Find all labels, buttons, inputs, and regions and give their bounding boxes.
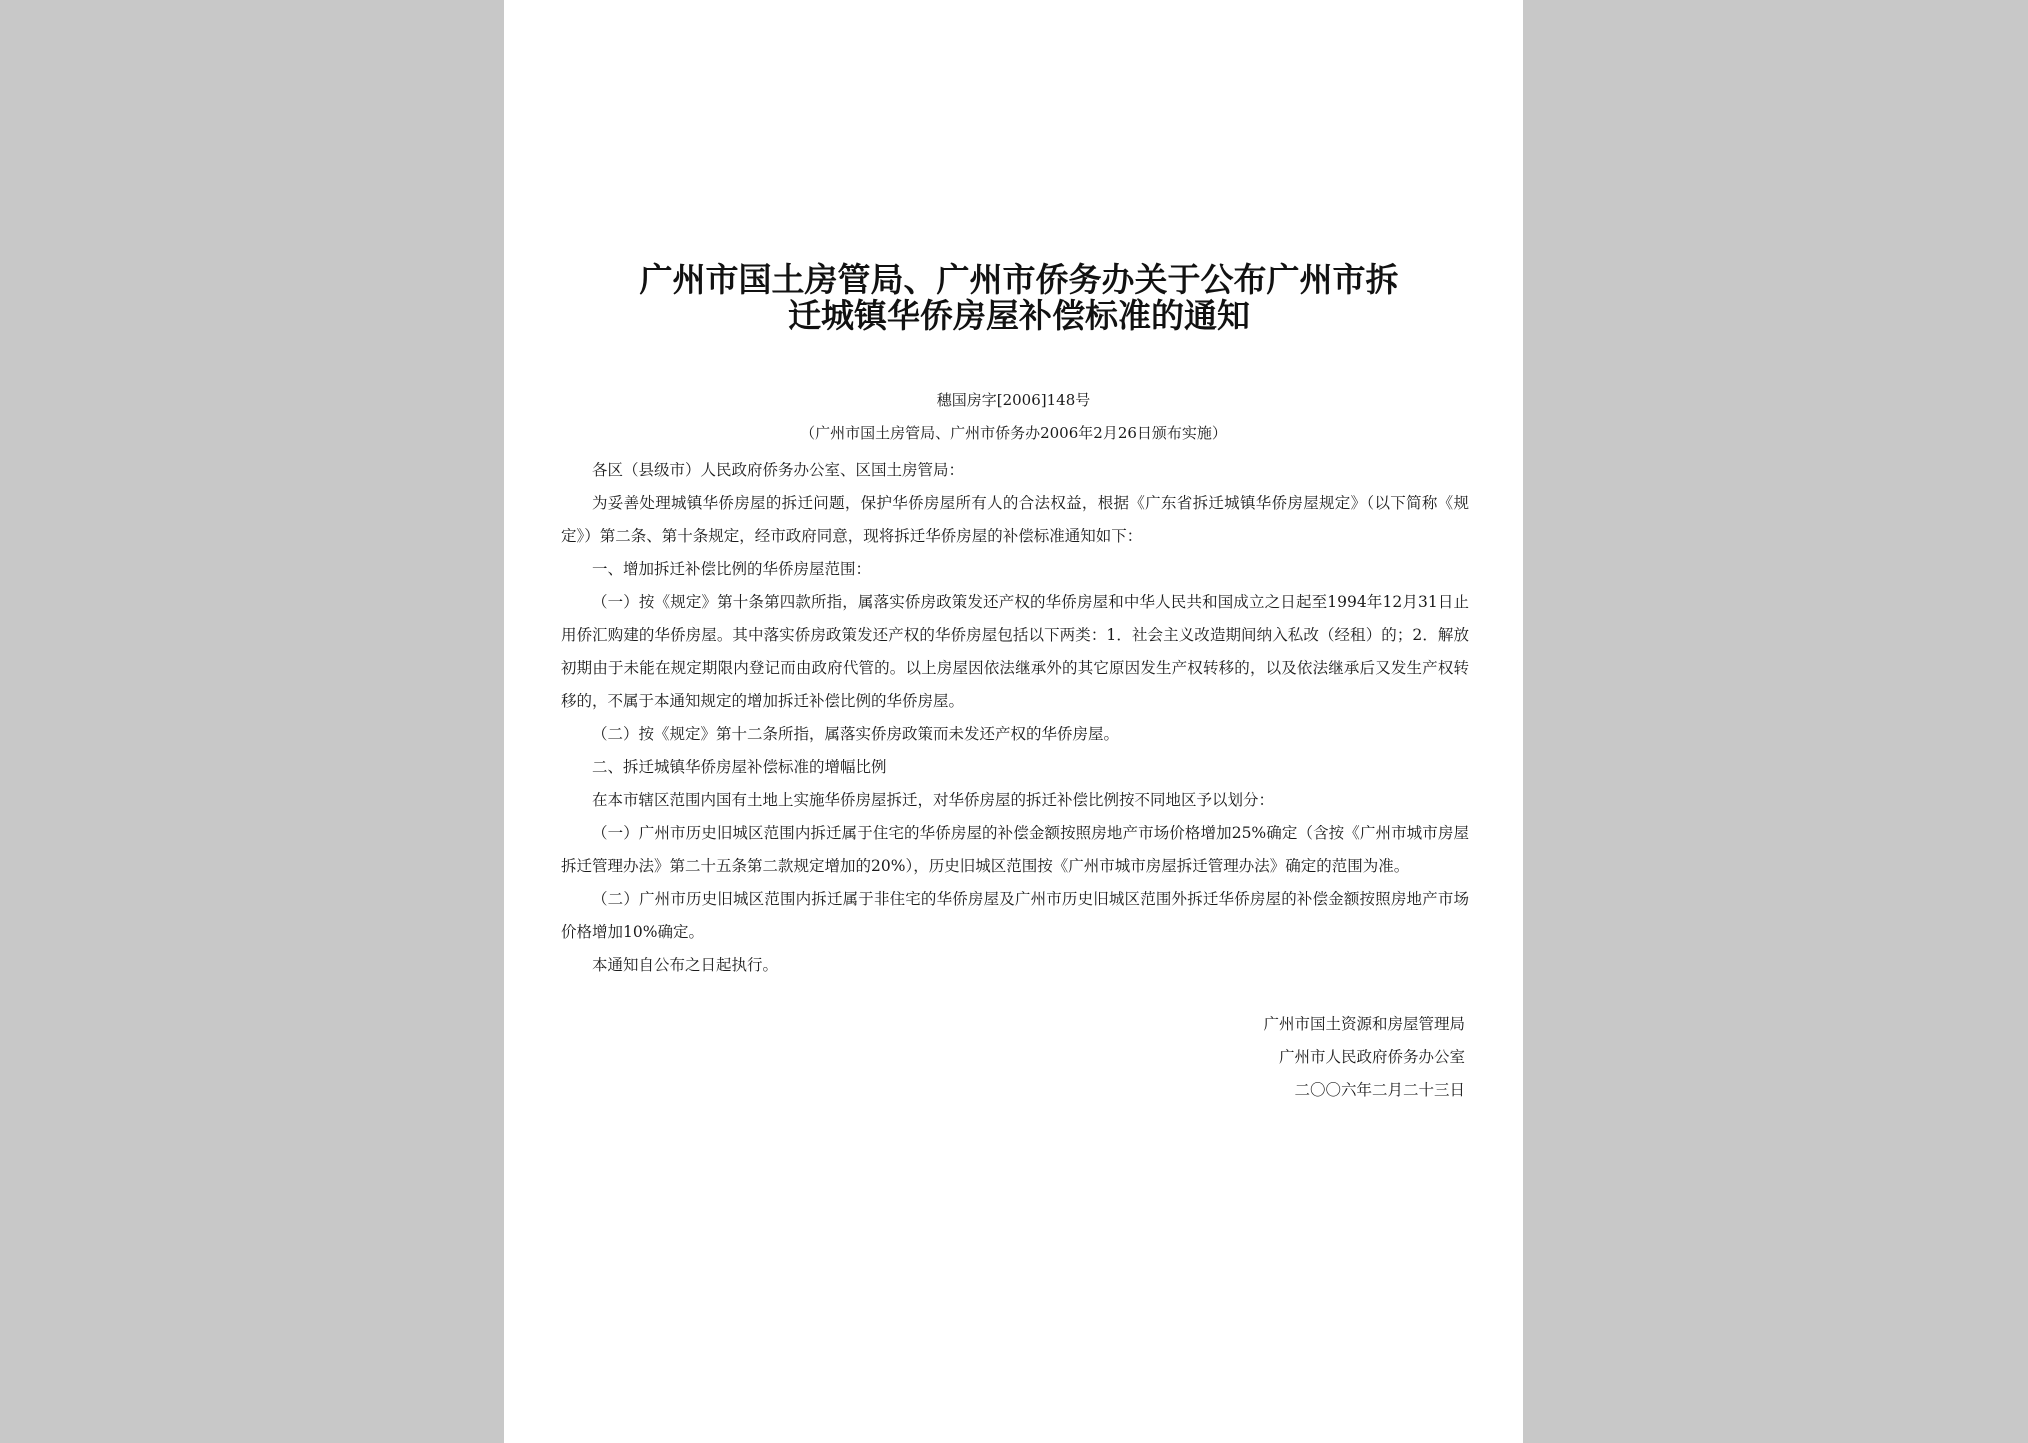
paragraph: （一）按《规定》第十条第四款所指，属落实侨房政策发还产权的华侨房屋和中华人民共和国成立之日起至1994年12月31日止用侨汇购建的华侨房屋。其中落实侨房政策发还产权的华侨房屋包括以下两类：1．社会主义改造期间纳入私改（经租）的；2．解放初期由于未能在规定期限内登记而由政府代管的。以上房屋因依法继承外的其它原因发生产权转移的，以及依法继承后又发生产权转移的，不属于本通知规定的增加拆迁补偿比例的华侨房屋。: [561, 593, 1469, 710]
paragraph: 在本市辖区范围内国有土地上实施华侨房屋拆迁，对华侨房屋的拆迁补偿比例按不同地区予以划分：: [592, 791, 1275, 809]
issued-note: （广州市国土房管局、广州市侨务办2006年2月26日颁布实施）: [800, 424, 1227, 442]
document-body: [561, 454, 1469, 982]
document-title: [594, 262, 1444, 334]
document-number: 穗国房字[2006]148号: [936, 391, 1091, 409]
paragraph: 本通知自公布之日起执行。: [592, 956, 779, 974]
document-date: 二〇〇六年二月二十三日: [1294, 1081, 1465, 1099]
signatory-2: 广州市人民政府侨务办公室: [1278, 1048, 1465, 1066]
paragraph: （二）广州市历史旧城区范围内拆迁属于非住宅的华侨房屋及广州市历史旧城区范围外拆迁华侨房屋的补偿金额按照房地产市场价格增加10%确定。: [561, 890, 1469, 941]
addressee: 各区（县级市）人民政府侨务办公室、区国土房管局：: [592, 461, 965, 479]
section-heading: 二、拆迁城镇华侨房屋补偿标准的增幅比例: [592, 758, 887, 776]
title-line-2: 迁城镇华侨房屋补偿标准的通知: [788, 296, 1250, 335]
paragraph: （一）广州市历史旧城区范围内拆迁属于住宅的华侨房屋的补偿金额按照房地产市场价格增加25%确定（含按《广州市城市房屋拆迁管理办法》第二十五条第二款规定增加的20%），历史旧城区范围按《广州市城市房屋拆迁管理办法》确定的范围为准。: [561, 824, 1469, 875]
title-line-1: 广州市国土房管局、广州市侨务办关于公布广州市拆: [639, 260, 1399, 299]
paragraph: （二）按《规定》第十二条所指，属落实侨房政策而未发还产权的华侨房屋。: [592, 725, 1120, 743]
signatory-1: 广州市国土资源和房屋管理局: [1263, 1015, 1465, 1033]
paragraph: 为妥善处理城镇华侨房屋的拆迁问题，保护华侨房屋所有人的合法权益，根据《广东省拆迁城镇华侨房屋规定》（以下简称《规定》）第二条、第十条规定，经市政府同意，现将拆迁华侨房屋的补偿标准通知如下：: [561, 494, 1469, 545]
document-page: [504, 0, 1523, 1443]
section-heading: 一、增加拆迁补偿比例的华侨房屋范围：: [592, 560, 872, 578]
